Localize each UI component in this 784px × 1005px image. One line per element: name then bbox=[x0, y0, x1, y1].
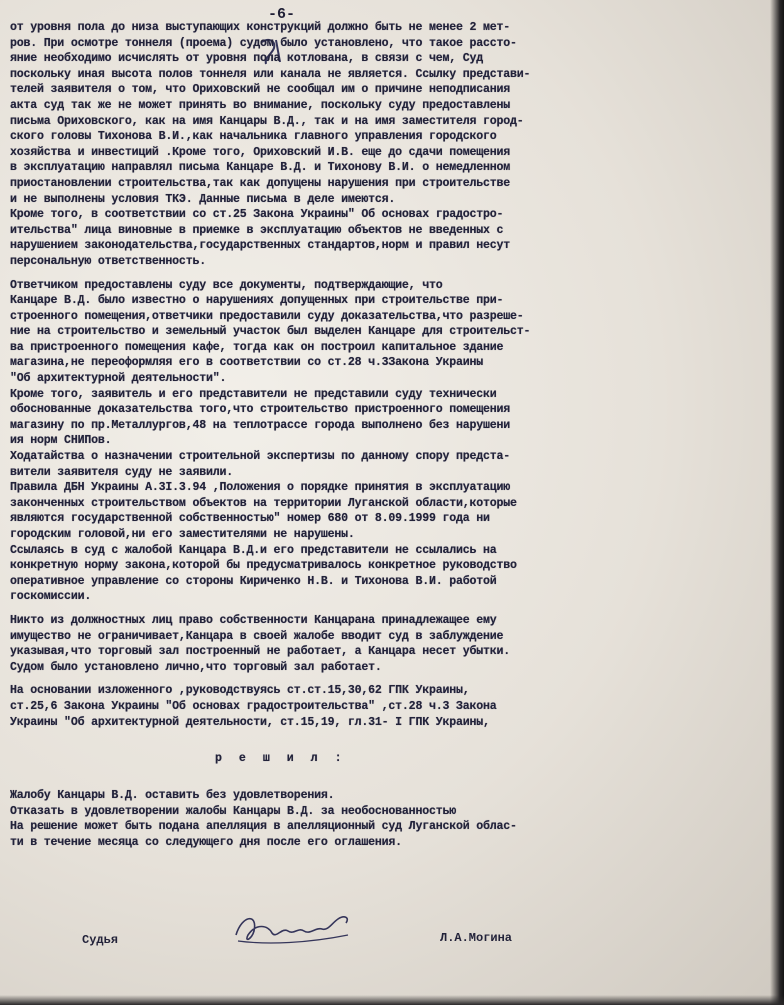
text-line: яние необходимо исчислять от уровня пола котлована, в связи с чем, Суд bbox=[10, 52, 484, 66]
signature-block bbox=[0, 905, 770, 955]
text-line: ительства" лица виновные в приемке в эксплуатацию объектов не введенных с bbox=[10, 223, 504, 237]
text-line: Украины "Об архитектурной деятельности, ст.15,19, гл.31- I ГПК Украины, bbox=[10, 715, 490, 729]
resolution bbox=[10, 788, 762, 850]
text-line: ров. При осмотре тоннеля (проема) судом было установлено, что такое рассто- bbox=[10, 36, 517, 50]
text-line: строенного помещения,ответчики предоставили суду доказательства,что разреше- bbox=[10, 309, 524, 323]
text-line: Никто из должностных лиц право собственности Канцарана принадлежащее ему bbox=[10, 613, 497, 627]
text-line: от уровня пола до низа выступающих конструкций должно быть не менее 2 мет- bbox=[10, 21, 511, 34]
text-line: имущество не ограничивает,Канцара в своей жалобе вводит суд в заблуждение bbox=[10, 629, 504, 643]
page-edge-shadow bbox=[0, 995, 784, 1005]
paragraph-2 bbox=[10, 278, 762, 605]
text-line: персональную ответственность. bbox=[10, 254, 206, 268]
text-line: Кроме того, в соответствии со ст.25 Закона Украины" Об основах градостро- bbox=[10, 208, 504, 222]
text-line: магазина,не переоформляя его в соответствии со ст.28 ч.3Закона Украины bbox=[10, 356, 484, 370]
text-line: Ответчиком предоставлены суду все документы, подтверждающие, что bbox=[10, 278, 443, 292]
text-line: ние на строительство и земельный участок был выделен Канцаре для строительст- bbox=[10, 325, 531, 339]
page-number: -6- bbox=[268, 6, 296, 23]
text-line: законченных строительством объектов на территории Луганской области,которые bbox=[10, 496, 517, 510]
text-line: поскольку иная высота полов тоннеля или канала не является. Ссылку представи- bbox=[10, 67, 531, 81]
text-line: ти в течение месяца со следующего дня после его оглашения. bbox=[10, 835, 402, 849]
text-line: ия норм СНИПов. bbox=[10, 434, 112, 448]
text-line: обоснованные доказательства того,что строительство пристроенного помещения bbox=[10, 403, 511, 417]
judge-name: Л.А.Могина bbox=[440, 931, 513, 945]
paragraph-1 bbox=[10, 20, 762, 270]
text-line: указывая,что торговый зал построенный не работает, а Канцара несет убытки. bbox=[10, 645, 511, 659]
text-line: в эксплуатацию направлял письма Канцаре В.Д. и Тихонову В.И. о немедленном bbox=[10, 161, 511, 175]
paragraph-gap bbox=[10, 730, 762, 748]
text-line: являются государственной собственностью" номер 680 от 8.09.1999 года ни bbox=[10, 512, 490, 526]
text-line: телей заявителя о том, что Ориховский не сообщал им о причине неподписания bbox=[10, 83, 511, 97]
text-line: Жалобу Канцары В.Д. оставить без удовлетворения. bbox=[10, 789, 335, 803]
handwritten-signature bbox=[228, 905, 358, 953]
judge-label: Судья bbox=[82, 933, 119, 947]
text-line: На основании изложенного ,руководствуясь ст.ст.15,30,62 ГПК Украины, bbox=[10, 684, 470, 698]
text-line: Отказать в удовлетворении жалобы Канцары В.Д. за необоснованностью bbox=[10, 804, 456, 818]
paragraph-gap bbox=[10, 675, 762, 683]
text-line: "Об архитектурной деятельности". bbox=[10, 372, 227, 386]
text-line: магазину по пр.Металлургов,48 на теплотрассе города выполнено без нарушени bbox=[10, 418, 511, 432]
text-line: Канцаре В.Д. было известно о нарушениях допущенных при строительстве при- bbox=[10, 294, 504, 308]
document-body bbox=[10, 20, 762, 851]
text-line: Ходатайства о назначении строительной экспертизы по данному спору предста- bbox=[10, 450, 511, 464]
text-line: хозяйства и инвестиций .Кроме того, Ориховский И.В. еще до сдачи помещения bbox=[10, 145, 511, 159]
text-line: Кроме того, заявитель и его представители не представили суду технически bbox=[10, 387, 497, 401]
text-line: конкретную норму закона,которой бы предусматривалось конкретное руководство bbox=[10, 559, 517, 573]
text-line: вители заявителя суду не заявили. bbox=[10, 465, 233, 479]
page-edge-shadow bbox=[770, 0, 784, 1005]
text-line: оперативное управление со стороны Кириченко Н.В. и Тихонова В.И. работой bbox=[10, 574, 497, 588]
paragraph-3 bbox=[10, 613, 762, 675]
paragraph-4 bbox=[10, 683, 762, 730]
text-line: городским головой,ни его заместителями не нарушены. bbox=[10, 528, 355, 541]
text-line: и не выполнены условия ТКЭ. Данные письма в деле имеются. bbox=[10, 192, 396, 206]
text-line: акта суд так же не может принять во внимание, поскольку суду предоставлены bbox=[10, 98, 511, 112]
text-line: Правила ДБН Украины А.3I.3.94 ,Положения о порядке принятия в эксплуатацию bbox=[10, 481, 511, 495]
paragraph-gap bbox=[10, 605, 762, 613]
decided-heading: р е ш и л : bbox=[215, 752, 347, 766]
text-line: Судом было установлено лично,что торговый зал работает. bbox=[10, 660, 382, 674]
text-line: госкомиссии. bbox=[10, 590, 92, 604]
text-line: письма Ориховского, как на имя Канцары В.Д., так и на имя заместителя город- bbox=[10, 114, 524, 128]
text-line: ст.25,6 Закона Украины "Об основах градостроительства" ,ст.28 ч.3 Закона bbox=[10, 699, 497, 713]
text-line: Ссылаясь в суд с жалобой Канцара В.Д.и его представители не ссылались на bbox=[10, 543, 497, 557]
text-line: нарушением законодательства,государственных стандартов,норм и правил несут bbox=[10, 239, 511, 253]
paragraph-gap bbox=[10, 270, 762, 278]
text-line: ского головы Тихонова В.И.,как начальника главного управления городского bbox=[10, 130, 497, 144]
text-line: На решение может быть подана апелляция в апелляционный суд Луганской облас- bbox=[10, 820, 517, 834]
paragraph-gap bbox=[10, 770, 762, 788]
text-line: ва пристроенного помещения кафе, тогда как он построил капитальное здание bbox=[10, 340, 504, 354]
text-line: приостановлении строительства,так как допущены нарушения при строительстве bbox=[10, 176, 511, 190]
